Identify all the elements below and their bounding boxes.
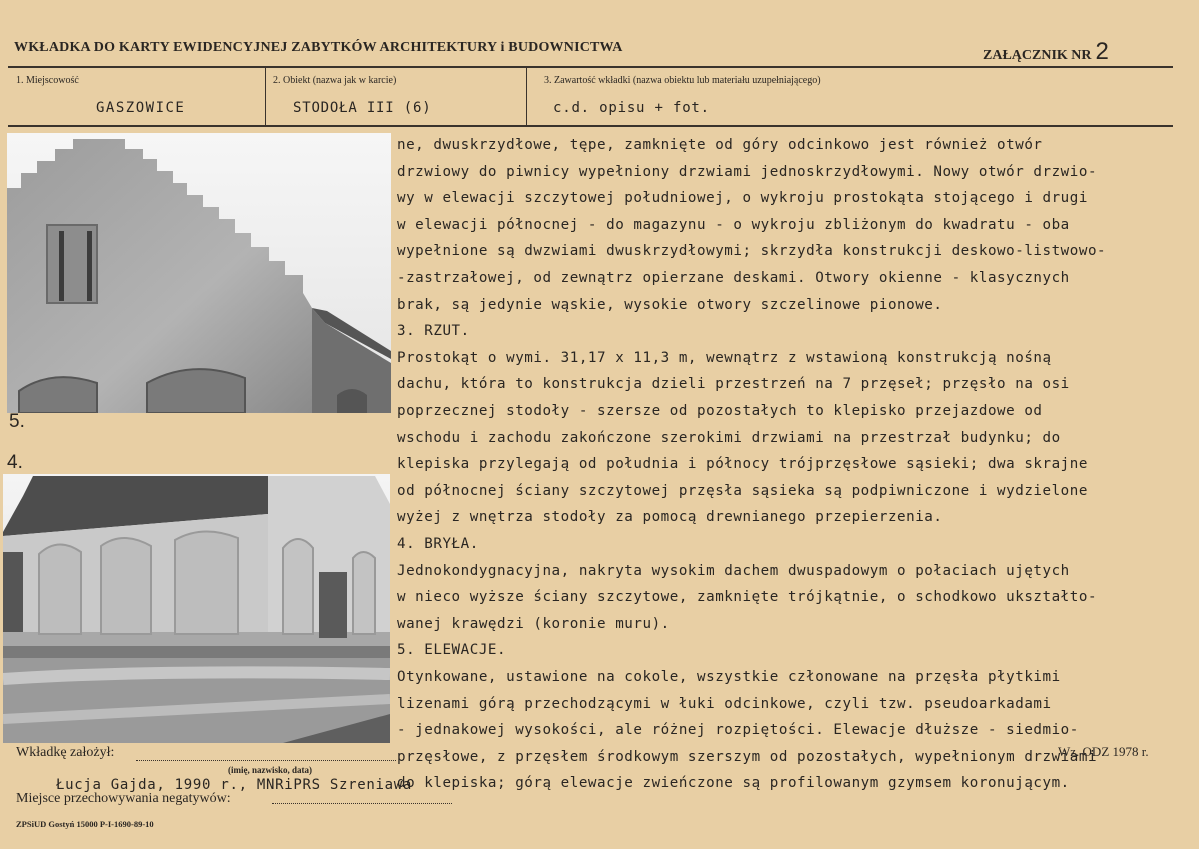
field-divider-2	[526, 68, 527, 126]
annex-label	[983, 38, 1109, 66]
body-line: Prostokąt o wymi. 31,17 x 11,3 m, wewnątrz z wstawioną konstrukcją nośną	[397, 349, 1052, 366]
locality-value: GASZOWICE	[96, 100, 186, 116]
author-value: Łucja Gajda, 1990 r., MNRiPRS Szreniawa	[56, 777, 413, 793]
body-line: dachu, która to konstrukcja dzieli przestrzeń na 7 przęseł; przęsło na osi	[397, 376, 1070, 393]
locality-label: 1. Miejscowość	[16, 75, 79, 86]
content-value: c.d. opisu + fot.	[553, 100, 710, 116]
fields-rule	[8, 125, 1173, 127]
author-label: Wkładkę założył:	[16, 745, 115, 760]
body-line: przęsłowe, z przęsłem środkowym szerszym od pozostałych, wypełnionym drzwiami	[397, 748, 1098, 765]
body-line: 4. BRYŁA.	[397, 536, 479, 552]
body-line: brak, są jedynie wąskie, wysokie otwory szczelinowe pionowe.	[397, 296, 943, 313]
object-label: 2. Obiekt (nazwa jak w karcie)	[273, 75, 397, 86]
body-line: wschodu i zachodu zakończone szerokimi drzwiami na przestrzał budynku; do	[397, 429, 1061, 446]
body-line: 5. ELEWACJE.	[397, 642, 507, 659]
body-line: Jednokondygnacyjna, nakryta wysokim dachem dwuspadowym o połaciach ujętych	[397, 562, 1070, 579]
annex-number: 2	[1095, 38, 1109, 65]
photo-gable	[7, 133, 391, 413]
body-line: -zastrzałowej, od zewnątrz opierzane deskami. Otwory okienne - klasycznych	[397, 270, 1070, 286]
object-value: STODOŁA III (6)	[293, 100, 432, 116]
author-hint: (imię, nazwisko, data)	[228, 765, 312, 775]
body-line: wypełnione są dwzwiami dwuskrzydłowymi; skrzydła konstrukcji deskowo-listwowo-	[397, 243, 1107, 260]
form-code: ZPSiUD Gostyń 15000 P-I-1690-89-10	[16, 819, 154, 829]
body-line: klepiska przylegają od południa i północy trójprzęsłowe sąsieki; dwa skrajne	[397, 456, 1088, 473]
body-line: wanej krawędzi (koronie muru).	[397, 615, 670, 632]
body-line: w elewacji północnej - do magazynu - o wykroju zbliżonym do kwadratu - oba	[397, 216, 1070, 233]
body-line: Otynkowane, ustawione na cokole, wszystkie członowane na przęsła płytkimi	[397, 669, 1061, 685]
form-title: WKŁADKA DO KARTY EWIDENCYJNEJ ZABYTKÓW ARCHITEKTURY i BUDOWNICTWA	[14, 40, 623, 55]
body-line: od północnej ściany szczytowej przęsła sąsieka są podpiwniczone i wydzielone	[397, 482, 1088, 499]
photo-barn	[3, 474, 390, 743]
photo-gable-image	[7, 133, 391, 413]
body-line: drzwiowy do piwnicy wypełniony drzwiami jednoskrzydłowymi. Nowy otwór drzwio-	[397, 163, 1098, 180]
photo-barn-number: 4.	[7, 452, 23, 473]
author-dots	[136, 760, 396, 761]
body-line: - jednakowej wysokości, ale różnej rozpiętości. Elewacje dłuższe - siedmio-	[397, 722, 1079, 739]
content-label: 3. Zawartość wkładki (nazwa obiektu lub materiału uzupełniającego)	[544, 75, 821, 86]
field-divider-1	[265, 68, 266, 126]
negatives-dots	[272, 803, 452, 804]
body-line: poprzecznej stodoły - szersze od pozostałych to klepisko przejazdowe od	[397, 403, 1043, 419]
photo-barn-image	[3, 474, 390, 743]
body-line: w nieco wyższe ściany szczytowe, zamknięte trójkątnie, o schodkowo ukształto-	[397, 589, 1098, 606]
body-line: 3. RZUT.	[397, 323, 470, 340]
annex-label-text: ZAŁĄCZNIK NR	[983, 48, 1092, 63]
stamp-text: Wz. ODZ 1978 r.	[1058, 744, 1149, 759]
photo-gable-number: 5.	[9, 411, 25, 432]
body-line: lizenami górą przechodzącymi w łuki odcinkowe, czyli tzw. pseudoarkadami	[397, 695, 1052, 712]
negatives-label: Miejsce przechowywania negatywów:	[16, 791, 231, 806]
header-rule	[8, 66, 1173, 68]
body-line: wyżej z wnętrza stodoły za pomocą drewnianego przepierzenia.	[397, 509, 943, 526]
body-line: ne, dwuskrzydłowe, tępe, zamknięte od góry odcinkowo jest również otwór	[397, 137, 1043, 153]
body-line: wy w elewacji szczytowej południowej, o wykroju prostokąta stojącego i drugi	[397, 190, 1088, 207]
body-line: do klepiska; górą elewacje zwieńczone są profilowanym gzymsem koronującym.	[397, 775, 1070, 792]
